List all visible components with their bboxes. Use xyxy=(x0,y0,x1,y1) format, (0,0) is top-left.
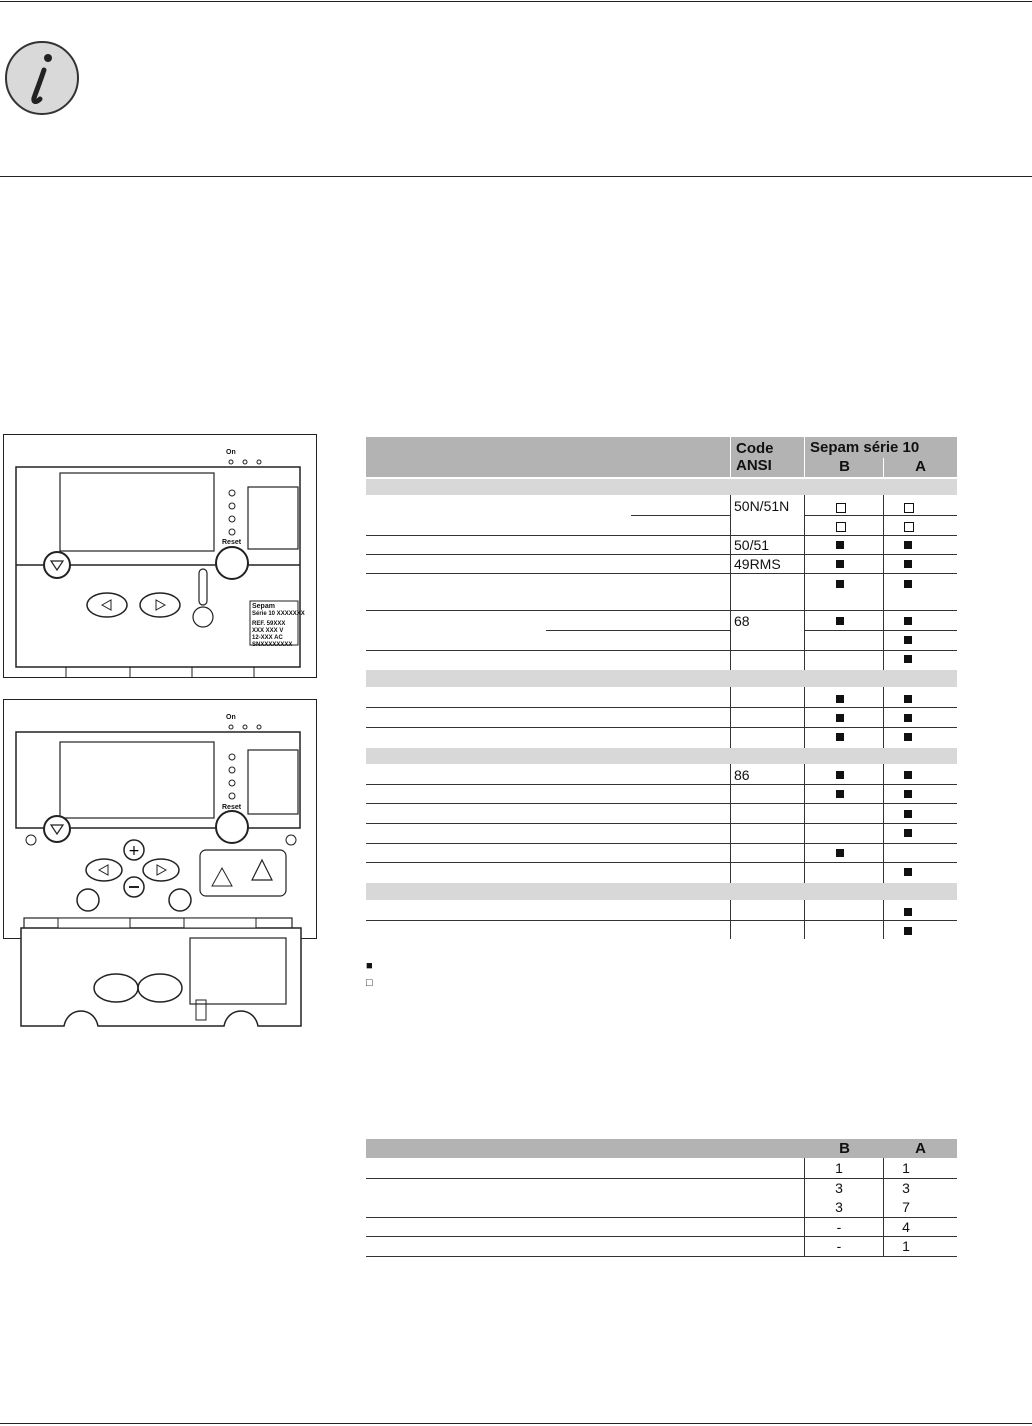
standard-mark xyxy=(836,541,844,549)
small-row-b: - xyxy=(836,1219,842,1235)
svg-text:+: + xyxy=(128,843,140,859)
on-label-2: On xyxy=(226,714,236,721)
bottom-rule xyxy=(0,1423,1032,1424)
ansi-code: 68 xyxy=(734,613,750,629)
standard-mark xyxy=(904,790,912,798)
standard-mark xyxy=(904,733,912,741)
standard-mark xyxy=(904,655,912,663)
ansi-code: 50N/51N xyxy=(734,498,790,514)
standard-mark xyxy=(836,695,844,703)
ansi-code: 86 xyxy=(734,767,750,783)
top-rule xyxy=(0,1,1032,2)
series-header: Sepam série 10 xyxy=(810,439,920,456)
series-label: Série 10 XXXXXXX xyxy=(252,611,305,617)
small-row-a: 3 xyxy=(902,1180,910,1196)
section-band xyxy=(366,479,957,495)
standard-mark xyxy=(904,771,912,779)
standard-mark xyxy=(904,868,912,876)
standard-mark xyxy=(836,580,844,588)
standard-mark xyxy=(836,790,844,798)
legend-filled: ■ xyxy=(366,960,373,972)
ref2-label: XXX XXX V xyxy=(252,628,284,634)
small-col-a-header: A xyxy=(915,1140,926,1157)
small-row-a: 1 xyxy=(902,1160,910,1176)
relay-front-panel-basic xyxy=(3,434,317,678)
standard-mark xyxy=(836,617,844,625)
standard-mark xyxy=(836,771,844,779)
relay-front-panel-advanced xyxy=(3,699,317,939)
section-band xyxy=(366,748,957,764)
small-col-b-header: B xyxy=(839,1140,850,1157)
optional-mark xyxy=(904,503,914,513)
standard-mark xyxy=(904,714,912,722)
section-band xyxy=(366,670,957,687)
small-table xyxy=(366,1139,957,1257)
reset-label-2: Reset xyxy=(222,804,242,811)
reset-label: Reset xyxy=(222,539,242,546)
standard-mark xyxy=(904,927,912,935)
small-row-a: 1 xyxy=(902,1238,910,1254)
standard-mark xyxy=(904,580,912,588)
code-ansi-header: Code ANSI xyxy=(736,440,774,474)
standard-mark xyxy=(904,541,912,549)
standard-mark xyxy=(904,908,912,916)
small-row-b: 1 xyxy=(835,1160,843,1176)
relay-keypad-drawing xyxy=(4,700,316,938)
standard-mark xyxy=(836,560,844,568)
standard-mark xyxy=(904,636,912,644)
optional-mark xyxy=(904,522,914,532)
standard-mark xyxy=(904,560,912,568)
ref-label: REF. 59XXX xyxy=(252,621,286,627)
optional-mark xyxy=(836,503,846,513)
standard-mark xyxy=(904,810,912,818)
serial-label: SNXXXXXXXX xyxy=(252,642,293,648)
standard-mark xyxy=(836,849,844,857)
standard-mark xyxy=(904,695,912,703)
brand-label: Sepam xyxy=(252,603,275,610)
small-row-b: 3 xyxy=(835,1199,843,1215)
relay-cover-drawing xyxy=(18,916,304,1032)
ansi-code: 50/51 xyxy=(734,537,770,553)
standard-mark xyxy=(836,714,844,722)
col-b-header: B xyxy=(839,458,850,475)
legend-hollow: □ xyxy=(366,977,373,989)
small-row-a: 4 xyxy=(902,1219,910,1235)
power-label: 12-XXX AC xyxy=(252,635,283,641)
info-icon xyxy=(4,40,80,116)
on-label: On xyxy=(226,449,236,456)
optional-mark xyxy=(836,522,846,532)
standard-mark xyxy=(904,829,912,837)
standard-mark xyxy=(904,617,912,625)
col-a-header: A xyxy=(915,458,926,475)
standard-mark xyxy=(836,733,844,741)
header-rule xyxy=(0,176,1032,177)
small-row-b: - xyxy=(836,1238,842,1254)
section-band xyxy=(366,883,957,900)
ansi-code: 49RMS xyxy=(734,556,781,572)
main-table xyxy=(366,437,957,939)
small-row-b: 3 xyxy=(835,1180,843,1196)
small-row-a: 7 xyxy=(902,1199,910,1215)
